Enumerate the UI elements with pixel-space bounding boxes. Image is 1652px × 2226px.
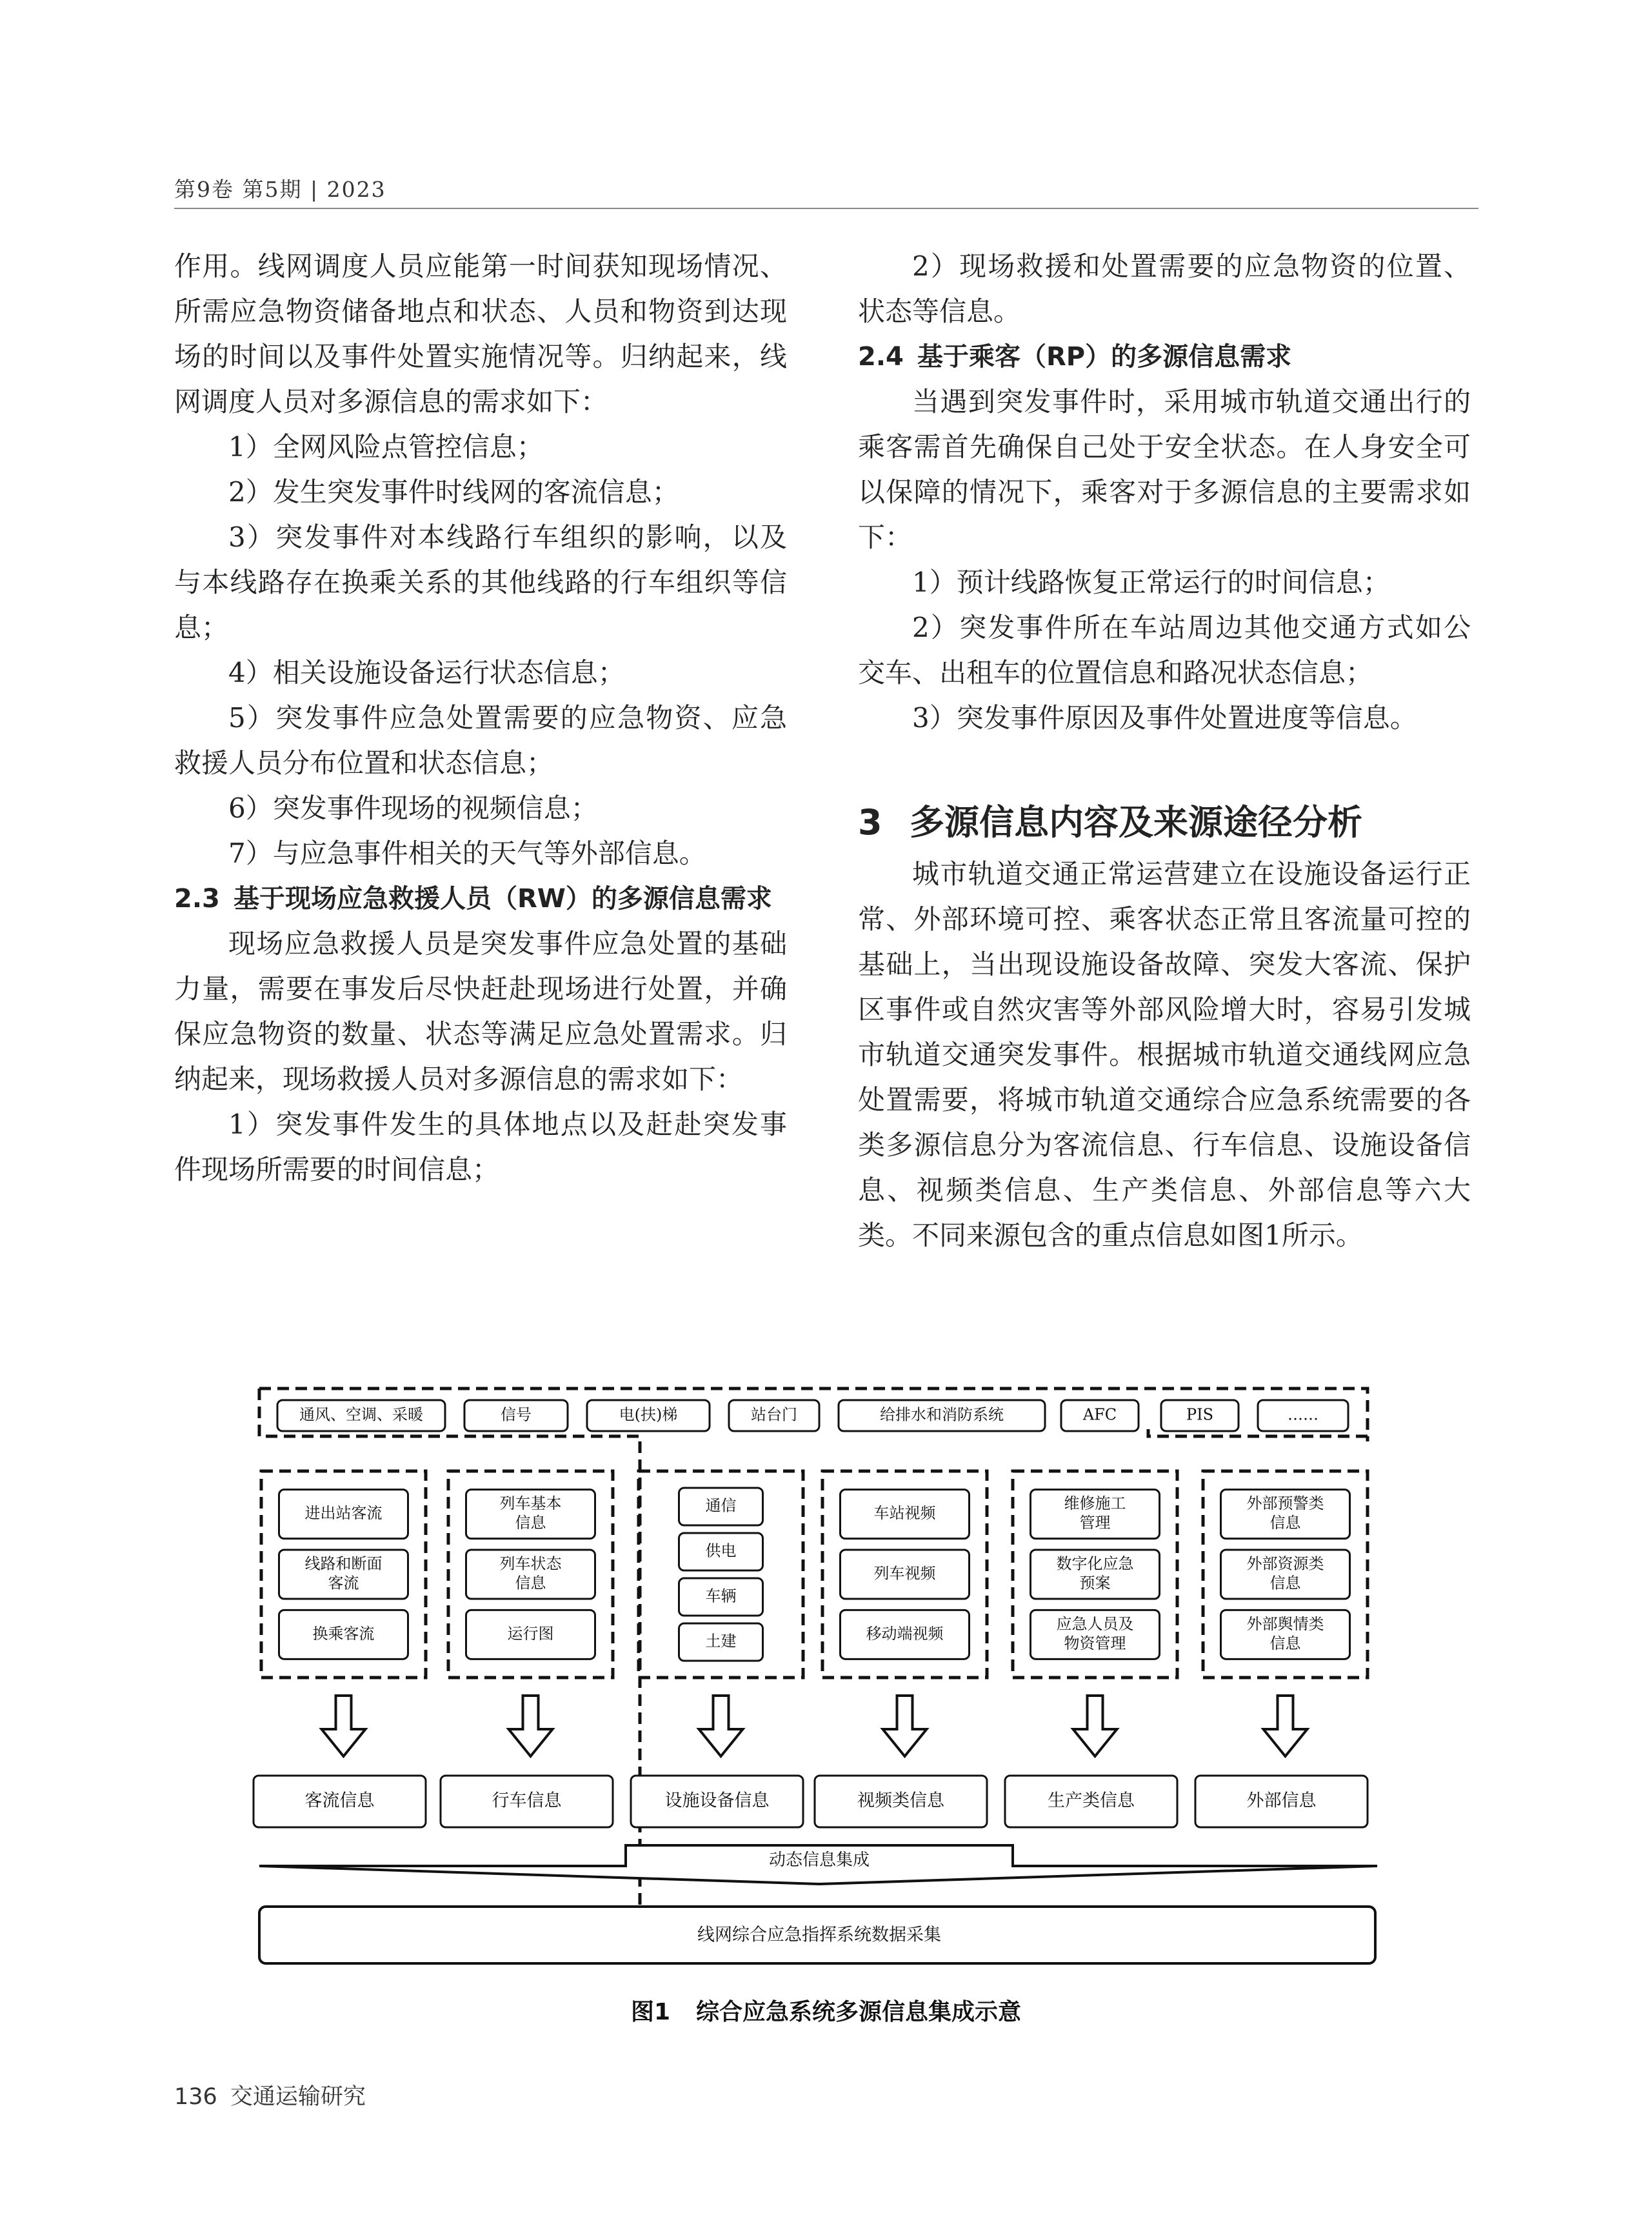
section-heading (858, 794, 1471, 852)
integration-label: 动态信息集成 (768, 1850, 870, 1870)
source-item-label: 车站视频 (873, 1504, 936, 1523)
list-item: 1）预计线路恢复正常运行的时间信息； (912, 567, 1390, 598)
source-item-label: 信息 (515, 1574, 546, 1592)
source-item-label: 通信 (705, 1496, 737, 1515)
figure-title: 综合应急系统多源信息集成示意 (696, 1999, 1022, 2025)
heading-number: 2.4 (858, 342, 904, 372)
down-arrow (1073, 1696, 1117, 1756)
header-rule (174, 208, 1478, 209)
source-label: 给排水和消防系统 (880, 1405, 1004, 1424)
source-item-label: 线路和断面 (304, 1554, 383, 1573)
figure-number: 图1 (630, 1999, 671, 2025)
subsection-heading (858, 334, 1471, 379)
page-footer (174, 2079, 366, 2111)
list-item: 5）突发事件应急处置需要的应急物资、应急救援人员分布位置和状态信息； (174, 702, 787, 779)
down-arrow (322, 1696, 366, 1756)
source-item-label: 外部资源类 (1246, 1554, 1324, 1573)
source-label: 电(扶)梯 (619, 1405, 678, 1424)
source-item-label: 运行图 (507, 1624, 554, 1643)
running-header: 第9卷 第5期 | 2023 (174, 177, 386, 202)
right-column (858, 244, 1471, 1258)
heading-text: 多源信息内容及来源途径分析 (910, 802, 1362, 843)
source-label: 站台门 (751, 1405, 797, 1424)
paragraph: 当遇到突发事件时，采用城市轨道交通出行的乘客需首先确保自己处于安全状态。在人身安全可以保障的情况下，乘客对于多源信息的主要需求如下： (858, 386, 1471, 553)
source-item-label: 供电 (705, 1541, 737, 1560)
category-label: 客流信息 (304, 1790, 375, 1811)
source-item-label: 外部舆情类 (1246, 1614, 1324, 1633)
figure-diagram (252, 1381, 1400, 1981)
source-item-label: 信息 (1269, 1514, 1301, 1532)
source-item-label: 信息 (1269, 1634, 1301, 1652)
list-item: 6）突发事件现场的视频信息； (228, 792, 598, 824)
category-label: 外部信息 (1246, 1790, 1317, 1811)
subsection-heading (174, 876, 787, 921)
heading-number: 2.3 (174, 884, 220, 914)
list-item: 3）突发事件对本线路行车组织的影响，以及与本线路存在换乘关系的其他线路的行车组织等信息； (174, 521, 787, 643)
left-column (174, 244, 787, 1192)
source-item-label: 数字化应急 (1056, 1554, 1134, 1573)
list-item: 2）突发事件所在车站周边其他交通方式如公交车、出租车的位置信息和路况状态信息； (858, 612, 1471, 688)
source-item-label: 信息 (1269, 1574, 1301, 1592)
category-label: 生产类信息 (1048, 1790, 1135, 1811)
list-item: 7）与应急事件相关的天气等外部信息。 (228, 837, 706, 869)
list-item: 2）发生突发事件时线网的客流信息； (228, 476, 679, 508)
source-item-label: 车辆 (705, 1587, 737, 1605)
heading-text: 基于现场应急救援人员（RW）的多源信息需求 (234, 884, 772, 914)
figure-1 (252, 1381, 1400, 1981)
list-item: 1）全网风险点管控信息； (228, 431, 544, 463)
journal-name: 交通运输研究 (230, 2084, 366, 2110)
source-item-label: 信息 (515, 1514, 546, 1532)
source-label: PIS (1186, 1405, 1214, 1424)
source-label: 信号 (501, 1405, 532, 1424)
source-label: AFC (1082, 1405, 1117, 1424)
source-label: …… (1288, 1405, 1319, 1424)
down-arrow (883, 1696, 927, 1756)
source-item-label: 土建 (705, 1632, 737, 1650)
down-arrow (509, 1696, 553, 1756)
source-item-label: 管理 (1079, 1514, 1111, 1532)
source-item-label: 列车视频 (873, 1564, 936, 1583)
source-item-label: 预案 (1079, 1574, 1111, 1592)
heading-text: 基于乘客（RP）的多源信息需求 (917, 342, 1292, 372)
category-label: 设施设备信息 (664, 1790, 770, 1811)
source-item-label: 应急人员及 (1056, 1614, 1134, 1633)
heading-number: 3 (858, 802, 882, 843)
collection-label: 线网综合应急指挥系统数据采集 (697, 1925, 941, 1945)
list-item: 4）相关设施设备运行状态信息； (228, 657, 625, 688)
source-item-label: 物资管理 (1064, 1634, 1126, 1652)
source-item-label: 进出站客流 (304, 1504, 383, 1523)
source-item-label: 维修施工 (1064, 1494, 1126, 1513)
source-item-label: 移动端视频 (866, 1624, 944, 1643)
list-item: 2）现场救援和处置需要的应急物资的位置、状态等信息。 (858, 250, 1471, 327)
paragraph: 作用。线网调度人员应能第一时间获知现场情况、所需应急物资储备地点和状态、人员和物资到达现场的时间以及事件处置实施情况等。归纳起来，线网调度人员对多源信息的需求如下： (174, 250, 787, 417)
source-item-label: 列车状态 (499, 1554, 562, 1573)
source-label: 通风、空调、采暖 (299, 1405, 423, 1424)
list-item: 3）突发事件原因及事件处置进度等信息。 (912, 702, 1417, 734)
list-item: 1）突发事件发生的具体地点以及赶赴突发事件现场所需要的时间信息； (174, 1108, 787, 1185)
category-label: 视频类信息 (857, 1790, 944, 1811)
down-arrow (699, 1696, 743, 1756)
paragraph: 城市轨道交通正常运营建立在设施设备运行正常、外部环境可控、乘客状态正常且客流量可控的基础上，当出现设施设备故障、突发大客流、保护区事件或自然灾害等外部风险增大时，容易引发城市轨道交通突发事件。根据城市轨道交通线网应急处置需要，将城市轨道交通综合应急系统需要的各类多源信息分为客流信息、行车信息、设施设备信息、视频类信息、生产类信息、外部信息等六大类。不同来源包含的重点信息如图1所示。 (858, 858, 1471, 1251)
paragraph: 现场应急救援人员是突发事件应急处置的基础力量，需要在事发后尽快赶赴现场进行处置，并确保应急物资的数量、状态等满足应急处置需求。归纳起来，现场救援人员对多源信息的需求如下： (174, 928, 787, 1095)
figure-caption (0, 1994, 1652, 2027)
source-item-label: 列车基本 (499, 1494, 562, 1513)
category-label: 行车信息 (492, 1790, 562, 1811)
source-item-label: 外部预警类 (1246, 1494, 1324, 1513)
page-number: 136 (174, 2084, 217, 2110)
down-arrow (1264, 1696, 1308, 1756)
source-item-label: 客流 (328, 1574, 359, 1592)
source-item-label: 换乘客流 (312, 1624, 375, 1643)
